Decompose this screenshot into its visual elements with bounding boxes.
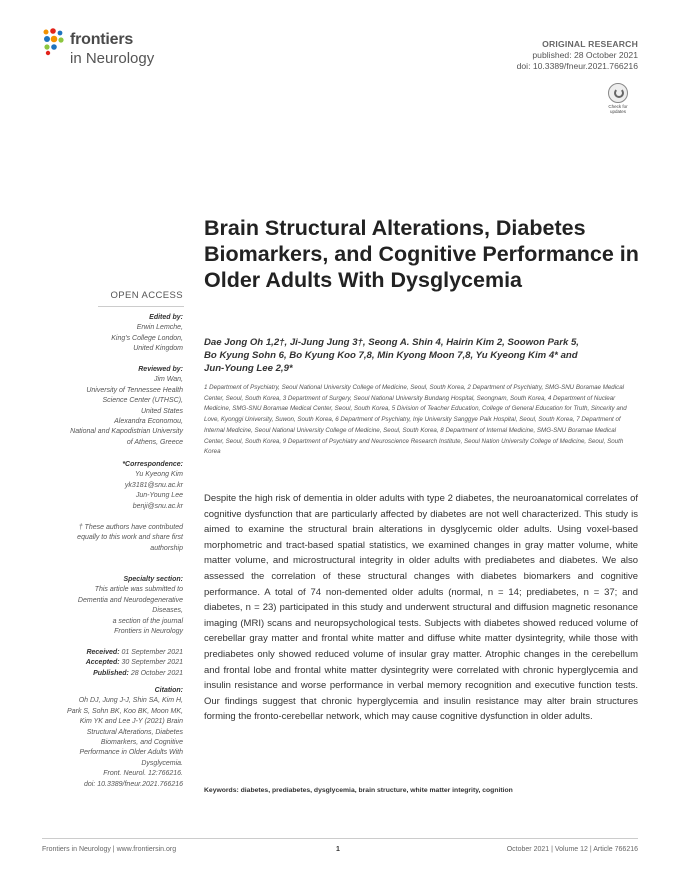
reviewer-line: National and Kapodistrian University	[70, 428, 183, 436]
reviewer-line: Alexandra Economou,	[114, 418, 183, 426]
page-number: 1	[336, 846, 340, 853]
check-for-updates-badge[interactable]	[598, 83, 638, 115]
authors-line: Dae Jong Oh 1,2†, Ji-Jung Jung 3†, Seong A. Shin 4, Hairin Kim 2, Soowon Park 5,	[204, 337, 579, 348]
dates-section	[86, 648, 183, 679]
editor-line: Erwin Lemche,	[136, 324, 183, 332]
received-label: Received:	[86, 649, 120, 656]
citation-line: Biomarkers, and Cognitive	[100, 739, 183, 747]
correspondence-label: *Correspondence:	[122, 461, 183, 468]
accepted-label: Accepted:	[85, 659, 120, 667]
reviewer-line: United States	[140, 407, 183, 415]
authors-line: Jun-Young Lee 2,9*	[204, 363, 293, 374]
refresh-icon	[608, 83, 628, 103]
footer-volume: October 2021 | Volume 12 | Article 766216	[506, 846, 638, 853]
reviewed-by-section	[70, 365, 183, 448]
citation-line: Structural Alterations, Diabetes	[86, 728, 183, 736]
correspondence-line: Jun-Young Lee	[135, 492, 183, 500]
doi[interactable]: doi: 10.3389/fneur.2021.766216	[516, 61, 638, 71]
reviewer-line: Jim Wan,	[153, 376, 183, 384]
reviewer-line: Science Center (UTHSC),	[102, 397, 183, 405]
specialty-line: This article was submitted to	[94, 586, 183, 594]
editor-line: United Kingdom	[133, 345, 183, 353]
contrib-line: authorship	[150, 544, 183, 552]
article-title: Brain Structural Alterations, Diabetes Biomarkers, and Cognitive Performance in Older Adults With Dysglycemia	[204, 216, 639, 292]
citation-line: Front. Neurol. 12:766216.	[103, 770, 183, 778]
edited-by-section	[111, 313, 183, 355]
edited-by-label: Edited by:	[149, 314, 183, 321]
citation-doi[interactable]: doi: 10.3389/fneur.2021.766216	[84, 780, 183, 788]
correspondence-section	[122, 460, 183, 512]
article-type: ORIGINAL RESEARCH	[542, 39, 638, 49]
keywords-list: diabetes, prediabetes, dysglycemia, brain structure, white matter integrity, cognition	[240, 787, 513, 794]
published-sidebar-date: 28 October 2021	[130, 669, 183, 677]
contribution-note	[77, 523, 183, 554]
keywords-label: Keywords:	[204, 787, 239, 794]
journal-name: in Neurology	[70, 50, 155, 67]
authors-line: Bo Kyung Sohn 6, Bo Kyung Koo 7,8, Min Kyong Moon 7,8, Yu Kyeong Kim 4* and	[204, 350, 578, 361]
reviewed-by-label: Reviewed by:	[138, 366, 183, 373]
footer-divider	[42, 838, 638, 839]
received-date: 01 September 2021	[121, 649, 183, 656]
specialty-line: Dementia and Neurodegenerative	[77, 596, 183, 604]
specialty-line: Frontiers in Neurology	[114, 628, 183, 636]
editor-line: King's College London,	[111, 334, 183, 342]
affiliations: 1 Department of Psychiatry, Seoul National University College of Medicine, Seoul, South Korea, 2 Department of Psychiatry, SMG-SNU Boramae Medical Center, Seoul, South Korea, 3 Department of Surgery, Seoul National University Bundang Hospital, Seongnam, South Korea, 4 Department of Nuclear Medicine, SMG-SNU Boramae Medical Center, Seoul, South Korea, 5 Division of Teacher Education, College of General Education for Truth, Sincerity and Love, Kyonggi University, Suwon, South Korea, 6 Department of Psychiatry, Inje University Sanggye Paik Hospital, Seoul, South Korea, 7 Department of Internal Medicine, Seoul National University College of Medicine, Seoul, South Korea, 8 Department of Internal Medicine, SMG-SNU Boramae Medical Center, Seoul, South Korea, 9 Department of Psychiatry and Neuroscience Research Institute, Seoul Nation University College of Medicine, Seoul, South Korea	[204, 384, 627, 456]
citation-line: Oh DJ, Jung J-J, Shin SA, Kim H,	[78, 697, 183, 705]
frontiers-logo-icon	[42, 28, 66, 56]
contrib-line: † These authors have contributed	[78, 524, 183, 531]
specialty-line: a section of the journal	[112, 617, 183, 625]
citation-line: Performance in Older Adults With	[79, 749, 183, 757]
reviewer-line: University of Tennessee Health	[86, 386, 183, 394]
abstract: Despite the high risk of dementia in older adults with type 2 diabetes, the neuroanatomical correlates of cognitive dysfunction that are particularly affected by diabetes are not well characterized. This study is aimed to examine the structural brain alterations in dysglycemic older adults. Using voxel-based morphometric and tract-based spatial statistics, we examined changes in gray matter volume, white matter volume, and microstructural integrity in older adults with prediabetes and diabetes. We also assessed the correlation of these structural changes with diabetes biomarkers and cognitive performance. A total of 74 non-demented older adults (normal, n = 14; prediabetes, n = 37; and diabetes, n = 23) participated in this study and underwent structural and diffusion magnetic resonance imaging (MRI) scans and neuropsychological tests. Subjects with diabetes showed reduced volume of cerebellar gray matter and frontal white matter and diffuse white matter dysintegrity, while those with prediabetes only showed reduced volume of insular gray matter. Atrophic changes in the cerebellum and frontal lobe and frontal white matter dysintegrity were correlated with chronic hyperglycemia and insulin resistance and worse performance in verbal memory recognition and executive function tests. Our findings suggest that chronic hyperglycemia and insulin resistance may alter brain structures forming the fronto-cerebellar network, which may cause cognitive dysfunction in older adults.	[204, 493, 638, 723]
citation-section	[67, 686, 183, 790]
specialty-line: Diseases,	[152, 607, 183, 615]
citation-label: Citation:	[154, 687, 183, 694]
sidebar-divider	[98, 306, 184, 307]
citation-line: Park S, Sohn BK, Koo BK, Moon MK,	[67, 707, 183, 715]
reviewer-line: of Athens, Greece	[126, 438, 183, 446]
specialty-section	[78, 575, 183, 637]
correspondence-email[interactable]: yk3181@snu.ac.kr	[124, 481, 183, 489]
footer-journal[interactable]: Frontiers in Neurology | www.frontiersin.org	[42, 846, 177, 853]
contrib-line: equally to this work and share first	[77, 534, 183, 542]
check-updates-line2: updates	[609, 109, 626, 114]
keywords	[204, 787, 638, 794]
journal-brand: frontiers	[70, 31, 134, 48]
correspondence-email[interactable]: benji@snu.ac.kr	[132, 502, 183, 510]
published-label: Published:	[93, 669, 129, 677]
specialty-label: Specialty section:	[123, 576, 183, 583]
citation-line: Dysglycemia.	[141, 759, 183, 767]
accepted-date: 30 September 2021	[121, 659, 183, 667]
open-access-label: OPEN ACCESS	[110, 290, 183, 301]
check-updates-line1: Check for	[608, 104, 628, 109]
authors	[204, 336, 634, 375]
correspondence-line: Yu Kyeong Kim	[135, 471, 183, 479]
citation-line: Kim YK and Lee J-Y (2021) Brain	[79, 718, 183, 726]
published-date: published: 28 October 2021	[532, 50, 638, 60]
